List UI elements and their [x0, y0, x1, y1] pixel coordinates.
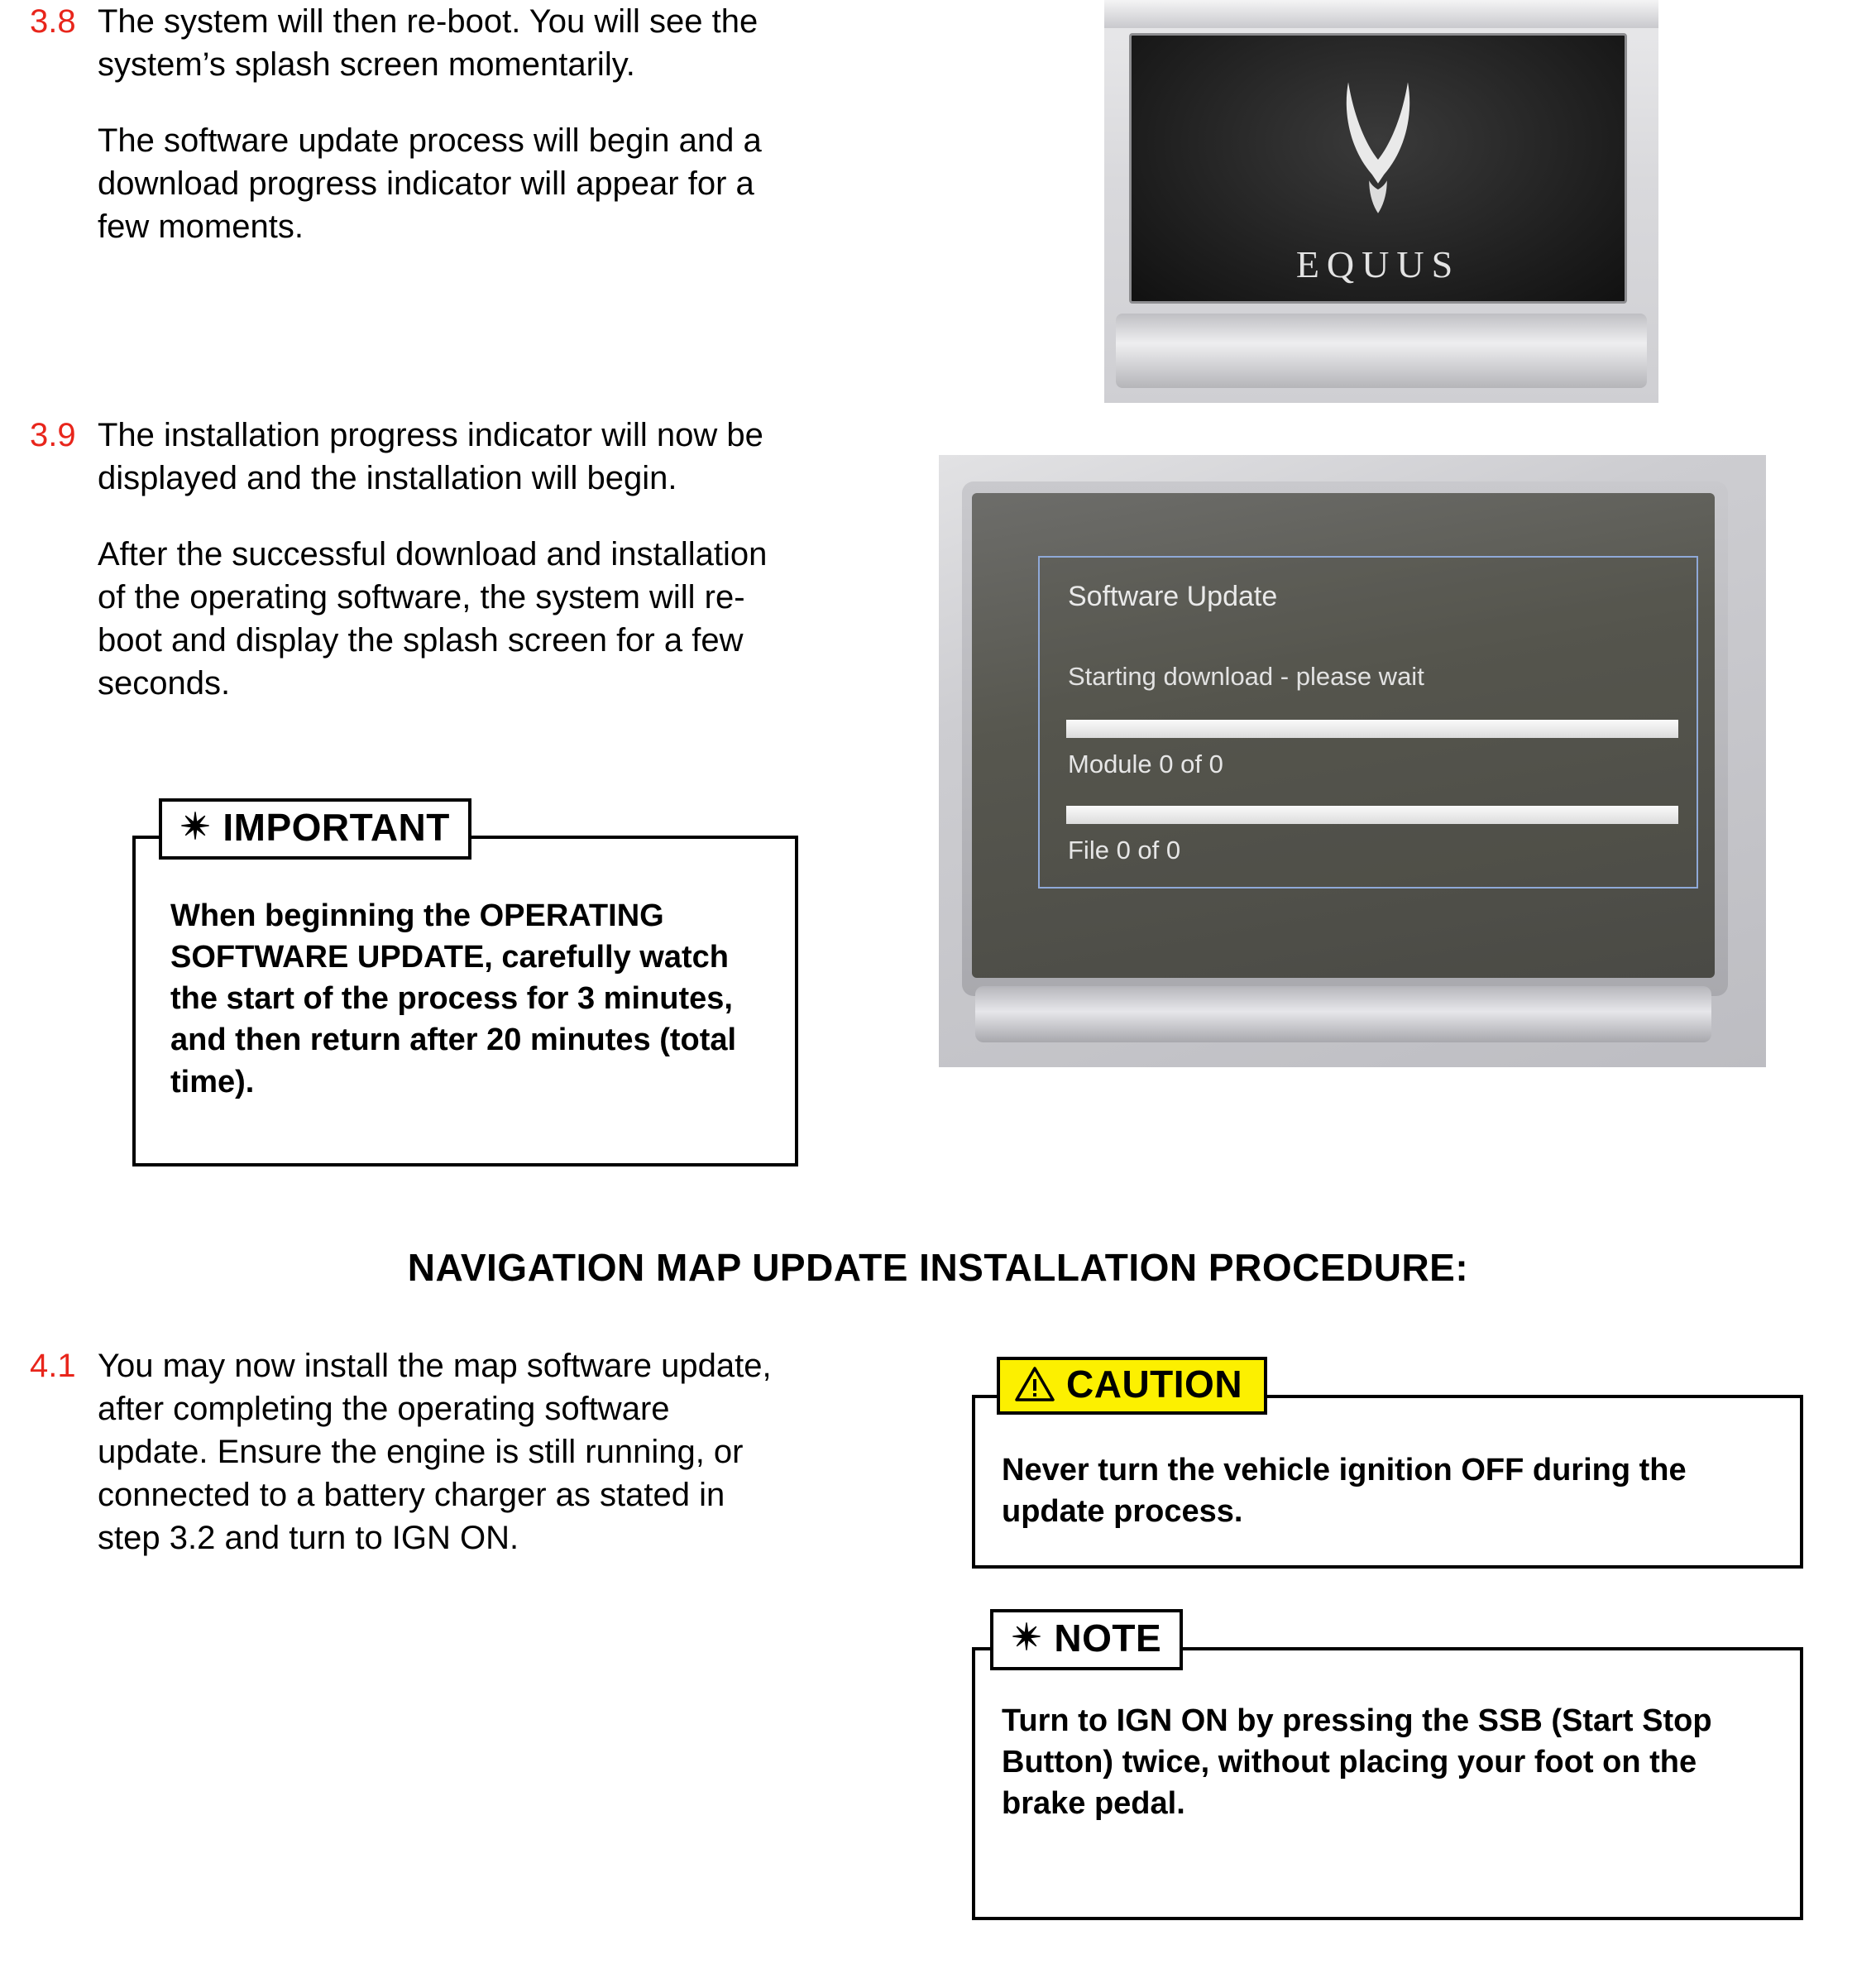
file-progress-bar	[1066, 806, 1678, 824]
important-callout-box	[132, 836, 798, 1166]
star-icon: ✴	[180, 807, 212, 847]
step-number: 3.9	[30, 417, 76, 453]
dialog-status-text: Starting download - please wait	[1068, 662, 1424, 691]
head-unit-display	[972, 493, 1715, 978]
step-paragraph: The installation progress indicator will now be displayed and the installation will begin.	[98, 417, 763, 496]
software-update-photo	[939, 455, 1766, 1067]
step-number: 4.1	[30, 1348, 76, 1384]
step-3-8	[0, 0, 827, 248]
caution-callout-box	[972, 1395, 1803, 1569]
important-callout-label: IMPORTANT	[223, 806, 450, 849]
step-text	[98, 0, 768, 248]
step-3-9	[0, 414, 827, 705]
note-callout-text: Turn to IGN ON by pressing the SSB (Start Stop Button) twice, without placing your foot on the brake pedal.	[1002, 1703, 1712, 1822]
step-paragraph: The system will then re-boot. You will see the system’s splash screen momentarily.	[98, 3, 759, 83]
monitor-bezel-bottom	[1116, 314, 1647, 388]
brand-label: EQUUS	[1295, 243, 1461, 285]
dialog-title: Software Update	[1068, 581, 1278, 612]
step-text	[98, 414, 784, 705]
step-paragraph: After the successful download and installation of the operating software, the system will re-boot and display the splash screen for a few seconds.	[98, 536, 768, 702]
file-counter: File 0 of 0	[1068, 836, 1181, 865]
step-paragraph: You may now install the map software update, after completing the operating software update. Ensure the engine is still running, or connected to a battery charger as stated in step 3.2 and turn to IGN ON.	[98, 1348, 772, 1556]
monitor-tray	[975, 986, 1711, 1042]
warning-triangle-icon	[1015, 1366, 1055, 1402]
note-callout-box	[972, 1647, 1803, 1920]
caution-callout-label: CAUTION	[1066, 1363, 1243, 1406]
note-callout	[972, 1609, 1803, 1920]
note-callout-header	[990, 1609, 1183, 1670]
splash-screen-photo	[1104, 0, 1658, 403]
caution-callout	[972, 1357, 1803, 1569]
step-number: 3.8	[30, 3, 76, 40]
step-paragraph: The software update process will begin and a download progress indicator will appear for a few moments.	[98, 122, 762, 245]
module-counter: Module 0 of 0	[1068, 750, 1223, 778]
download-progress-bar	[1066, 720, 1678, 738]
star-icon: ✴	[1012, 1617, 1043, 1658]
monitor-bezel-top	[1104, 0, 1658, 28]
equus-wing-logo-icon	[1304, 70, 1452, 219]
caution-callout-text: Never turn the vehicle ignition OFF during the update process.	[1002, 1453, 1687, 1530]
head-unit-display	[1129, 33, 1627, 304]
step-text	[98, 1344, 784, 1559]
section-heading: NAVIGATION MAP UPDATE INSTALLATION PROCEDURE:	[407, 1246, 1469, 1289]
important-callout-text: When beginning the OPERATING SOFTWARE UPDATE, carefully watch the start of the process for 3 minutes, and then return after 20 minutes (total time).	[170, 898, 737, 1099]
step-4-1	[0, 1344, 844, 1559]
software-update-dialog	[1038, 556, 1698, 889]
important-callout-header	[159, 798, 471, 860]
caution-callout-header	[997, 1357, 1267, 1415]
note-callout-label: NOTE	[1054, 1617, 1162, 1660]
important-callout	[132, 798, 798, 1166]
